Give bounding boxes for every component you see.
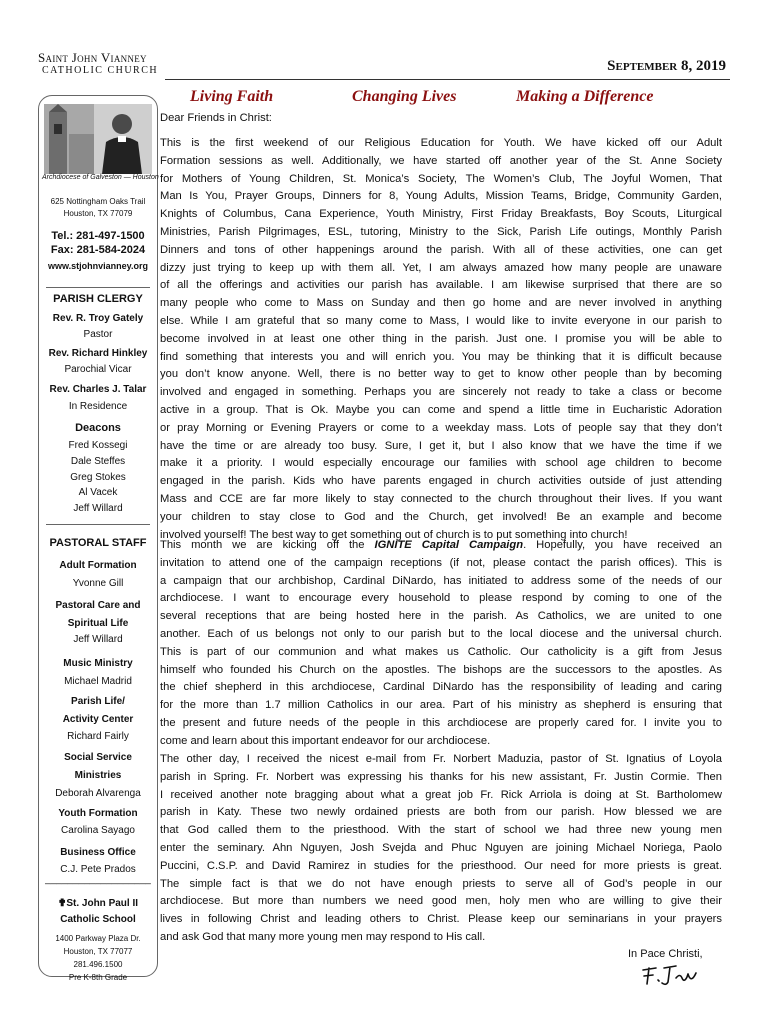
- sidebar: [38, 95, 159, 982]
- clergy-name: Rev. Richard Hinkley: [48, 348, 148, 359]
- signature: [640, 962, 700, 990]
- clergy-role: In Residence: [68, 401, 128, 412]
- separator: ___________________: [45, 874, 151, 885]
- deacon-name: Jeff Willard: [73, 503, 123, 514]
- line-text: This month we are kicking off the: [160, 539, 375, 551]
- staff-title: Parish Life/: [71, 696, 125, 707]
- letter-line: the present and future needs of the people in this archdiocese are properly cared for. I invite you to: [160, 716, 722, 729]
- letter-line: of all the offerings and activities our parish has available. I am likewise surprised that there are so: [160, 279, 722, 292]
- letter-line: invitation to attend one of the campaign receptions (if not, please contact the parish offices). This is: [160, 556, 722, 569]
- letter-line: active in a group. That is Ok. Maybe you can come and spend a little time in Eucharistic Adoration: [160, 403, 722, 416]
- letter-line: make it a priority. I would especially encourage our families with school age children to become: [160, 457, 722, 470]
- letter-line: parish in Spring. Fr. Norbert was expressing his thanks for his new assistant, Fr. Justin Cormie. Then: [160, 770, 722, 783]
- school-name: ✟St. John Paul II: [57, 898, 139, 909]
- school-grades: Pre K-8th Grade: [68, 973, 128, 982]
- letter-line: come and learn about this important endeavor for our archdiocese.: [160, 734, 491, 747]
- staff-title: Youth Formation: [58, 808, 138, 819]
- letter-line: Mass and CCE are far more likely to stay connected to the church throughout their lives. If you want: [160, 492, 722, 505]
- letter-line: [160, 537, 722, 555]
- letter-line: Man Is You, Prayer Groups, Dinners for 8, Young Adults, Mission Teams, Bridge, Community Garden,: [160, 190, 722, 203]
- parish-address-line1: 625 Nottingham Oaks Trail: [50, 197, 146, 206]
- letter-line: Ministries, Parish Pilgrimages, ESL, tutoring, Ministry to the Sick, Parish Life outings, Monthly Parish: [160, 225, 722, 238]
- staff-title: Social Service: [64, 752, 132, 763]
- letter-line: himself who founded his Church on the apostles. The bishops are the successors to the apostles. As: [160, 663, 722, 676]
- letter-line: you don’t know anyone. Well, there is no better way to get to know other people than by becoming: [160, 368, 722, 381]
- signoff: In Pace Christi,: [628, 948, 703, 960]
- staff-name: Jeff Willard: [73, 634, 123, 645]
- letter-line: Knights of Columbus, Cana Experience, Youth Ministry, First Friday Breakfasts, Boy Scouts, Liturgical: [160, 208, 722, 221]
- letter-line: I received another note bragging about what a great job Fr. Rick Arriola is doing at St. Bartholomew: [160, 788, 722, 801]
- letter-line: another. Each of us belongs not only to our parish but to the local diocese and the universal church.: [160, 627, 722, 640]
- tagline-changing-lives: Changing Lives: [352, 88, 457, 105]
- letter-line: Dinners and tons of other happenings around the parish. With all of these activities, one can get: [160, 243, 722, 256]
- staff-title: Adult Formation: [59, 560, 137, 571]
- school-name: Catholic School: [60, 914, 136, 925]
- staff-name: C.J. Pete Prados: [60, 864, 136, 875]
- clergy-heading: PARISH CLERGY: [53, 293, 143, 305]
- deacon-name: Dale Steffes: [70, 456, 126, 467]
- brand-subtitle: CATHOLIC CHURCH: [42, 65, 159, 76]
- letter-line: enter the seminary. Ahn Nguyen, Josh Svejda and Phuc Nguyen are joining Michael Noriega, Paolo: [160, 841, 722, 854]
- clergy-name: Rev. Charles J. Talar: [49, 384, 147, 395]
- staff-title: Ministries: [74, 770, 122, 781]
- deacon-name: Greg Stokes: [70, 472, 126, 483]
- staff-title: Music Ministry: [63, 658, 133, 669]
- letter-line: Formation sessions as well. Additionally, we have started off another year of the St. Anne Society: [160, 154, 722, 167]
- staff-name: Carolina Sayago: [61, 825, 135, 836]
- staff-title: Activity Center: [62, 714, 134, 725]
- letter-line: parish in Katy. These two newly ordained priests are both from our parish. How blessed we are: [160, 806, 722, 819]
- deacon-name: Fred Kossegi: [68, 440, 128, 451]
- campaign-name: IGNITE Capital Campaign: [374, 539, 524, 551]
- church-photo: [44, 104, 152, 174]
- clergy-role: Pastor: [83, 329, 113, 340]
- salutation: Dear Friends in Christ:: [160, 112, 272, 124]
- staff-title: Pastoral Care and: [55, 600, 141, 611]
- letter-paragraph-1: [160, 135, 722, 544]
- school-address: Houston, TX 77077: [63, 947, 133, 956]
- staff-heading: PASTORAL STAFF: [49, 537, 147, 549]
- tagline-living-faith: Living Faith: [190, 88, 274, 105]
- school-address: 1400 Parkway Plaza Dr.: [55, 934, 141, 943]
- staff-name: Michael Madrid: [64, 676, 132, 687]
- line-text: . Hopefully, you have received an: [523, 539, 722, 551]
- letter-line: become involved in at least one other thing in the parish. Just one. I promise you will be able to: [160, 332, 722, 345]
- parish-website[interactable]: www.stjohnvianney.org: [47, 261, 148, 271]
- staff-title: Spiritual Life: [67, 618, 129, 629]
- school-phone: 281.496.1500: [73, 960, 123, 969]
- parish-phone: Tel.: 281-497-1500: [51, 230, 145, 242]
- letter-paragraph-3: [160, 751, 722, 947]
- staff-name: Yvonne Gill: [72, 578, 124, 589]
- clergy-name: Rev. R. Troy Gately: [52, 313, 144, 324]
- letter-line: engaged in the parish. Kids who have parents engaged in church activities outside of just attending: [160, 475, 722, 488]
- letter-line: This is the first weekend of our Religious Education for Youth. We have kicked off our Adult: [160, 137, 722, 149]
- parish-address-line2: Houston, TX 77079: [63, 209, 133, 218]
- bulletin-date: September 8, 2019: [607, 58, 726, 74]
- divider: [46, 524, 150, 525]
- letter-line: lives in following Christ and leading others to Christ. Please keep our seminarians in your prayers: [160, 913, 722, 926]
- letter-line: have the time or are already too busy. Sure, I get it, but I also know that we have the time if we: [160, 439, 722, 452]
- letter-line: many people who come to Mass on Sunday and then go home and are never involved in anything: [160, 297, 722, 310]
- letter-line: involved and engaged in something. Perhaps you are sincerely not ready to take a class or become: [160, 386, 722, 399]
- letter-line: dizzy just trying to keep up with them all. Yet, I am always amazed how many people are unaware: [160, 261, 722, 274]
- photo-caption: Archdiocese of Galveston — Houston: [42, 174, 159, 181]
- parish-fax: Fax: 281-584-2024: [50, 244, 146, 256]
- letter-paragraph-2: [160, 537, 722, 751]
- letter-line: that God called them to the priesthood. With the start of school we had three new young men: [160, 824, 722, 837]
- deacons-heading: Deacons: [75, 422, 121, 434]
- letter-line: or pray Morning or Evening Prayers or come to a weekday mass. Lots of people say that they don’t: [160, 421, 722, 434]
- letter-line: The other day, I received the nicest e-mail from Fr. Norbert Maduzia, pastor of St. Ignatius of Loyola: [160, 753, 722, 765]
- letter-line: several receptions that are being hosted here in the parish. As Catholics, we are united to one: [160, 610, 722, 623]
- staff-title: Business Office: [60, 847, 136, 858]
- cross-icon: ✟: [57, 898, 67, 909]
- divider: [46, 287, 150, 288]
- parish-logo: [38, 50, 168, 76]
- letter-line: Puccini, C.S.P. and David Ramirez in studies for the priesthood. Our need for more priests is great.: [160, 859, 722, 872]
- letter-line: archdiocese. I want to encourage every household to please respond by coming to one of the: [160, 592, 722, 605]
- deacon-name: Al Vacek: [78, 487, 118, 498]
- letter-line: your children to stay close to God and the Church, get involved! Be an example and become: [160, 510, 722, 523]
- letter-line: archdiocese. But more than numbers we need good men, holy men who are willing to give their: [160, 895, 722, 908]
- letter-line: involved yourself! The best way to get something out of church is to put something into church!: [160, 528, 628, 541]
- tagline-making-difference: Making a Difference: [516, 88, 654, 105]
- staff-name: Deborah Alvarenga: [55, 788, 141, 799]
- letter-line: for Mothers of Young Children, St. Monica’s Society, The Women’s Club, The Joyful Women, That: [160, 172, 722, 185]
- letter-line: find something that interests you and will enrich you. You may be thinking that it is difficult because: [160, 350, 722, 363]
- letter-line: and ask God that many more young men may respond to His call.: [160, 930, 486, 943]
- staff-name: Richard Fairly: [67, 731, 129, 742]
- header-rule: [165, 79, 730, 80]
- letter-line: This is part of our communion and what makes us Catholic. Our catholicity is a gift from Jesus: [160, 645, 722, 658]
- brand-name: Saint John Vianney: [38, 50, 147, 65]
- letter-line: else. While I am grateful that so many come to Mass, I would like to invite everyone in our parish to: [160, 314, 722, 327]
- letter-line: The simple fact is that we do not have enough priests to serve all of God’s people in our: [160, 877, 722, 890]
- letter-line: a campaign that our archbishop, Cardinal DiNardo, has initiated to address some of the needs of our: [160, 574, 722, 587]
- letter-line: the chief shepherd in this archdiocese, Cardinal DiNardo has the responsibility of leading and caring: [160, 681, 722, 694]
- clergy-role: Parochial Vicar: [64, 364, 132, 375]
- letter-line: for the more than 1.7 million Catholics in our area. Part of his ministry as shepherd is ensuring that: [160, 699, 722, 712]
